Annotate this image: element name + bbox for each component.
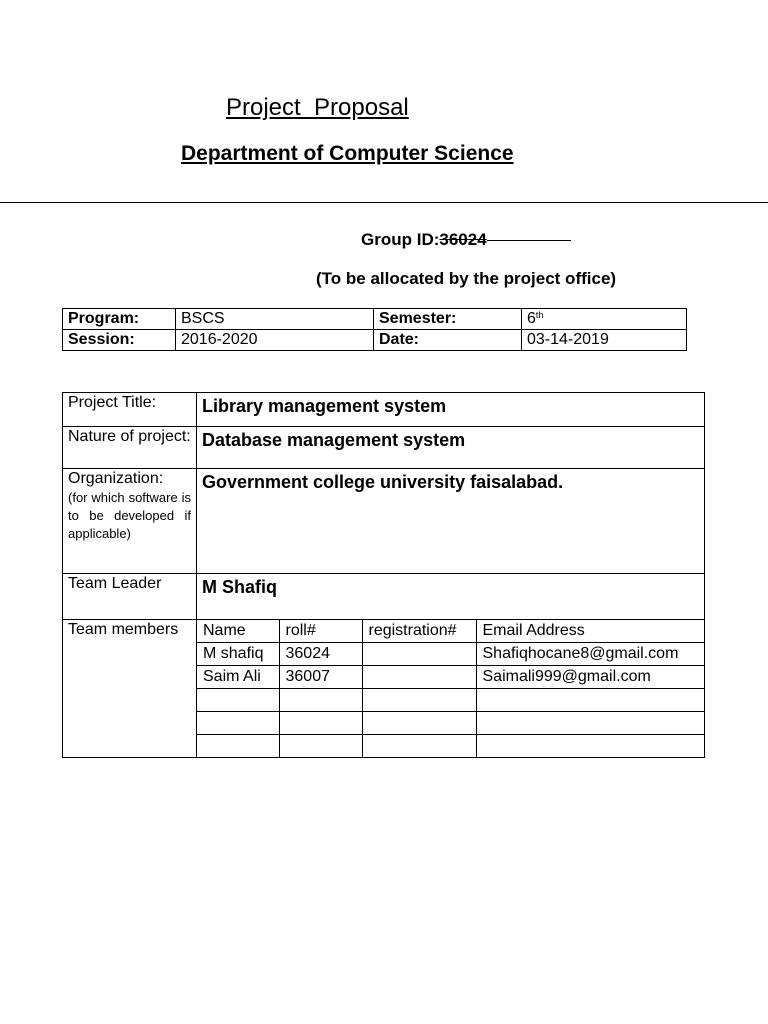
page-title: Project Proposal — [226, 94, 409, 121]
group-id-label: Group ID: — [361, 230, 440, 249]
semester-value: 6 — [527, 310, 536, 327]
program-value: BSCS — [176, 309, 374, 330]
member-roll — [279, 735, 362, 758]
table-row — [63, 427, 705, 469]
team-members-cell — [197, 620, 705, 758]
member-registration — [362, 735, 476, 758]
group-id-blank-line — [487, 240, 571, 241]
header-email: Email Address — [476, 620, 704, 643]
table-row — [197, 712, 704, 735]
member-name: Saim Ali — [197, 666, 279, 689]
date-value: 03-14-2019 — [522, 330, 687, 351]
group-id-value: 36024 — [439, 230, 487, 249]
horizontal-rule — [0, 202, 768, 203]
semester-suffix: th — [535, 310, 544, 320]
table-row — [63, 574, 705, 620]
member-name — [197, 689, 279, 712]
table-row — [197, 643, 704, 666]
member-registration — [362, 666, 476, 689]
organization-label-cell — [63, 469, 197, 574]
team-leader-label: Team Leader — [63, 574, 197, 620]
table-row — [63, 309, 687, 330]
program-label: Program: — [63, 309, 176, 330]
semester-cell — [522, 309, 687, 330]
program-info-table — [62, 308, 687, 351]
member-roll: 36007 — [279, 666, 362, 689]
session-label: Session: — [63, 330, 176, 351]
member-email: Shafiqhocane8@gmail.com — [476, 643, 704, 666]
organization-note: (for which software is to be developed if applicable) — [68, 490, 191, 541]
member-roll: 36024 — [279, 643, 362, 666]
project-title-label: Project Title: — [63, 393, 197, 427]
team-leader-value: M Shafiq — [197, 574, 705, 620]
member-email — [476, 712, 704, 735]
member-registration — [362, 712, 476, 735]
project-title-value: Library management system — [197, 393, 705, 427]
date-label: Date: — [374, 330, 522, 351]
member-registration — [362, 689, 476, 712]
team-members-table — [197, 620, 704, 757]
project-details-table — [62, 392, 705, 758]
allocation-note: (To be allocated by the project office) — [316, 269, 617, 288]
table-row — [197, 689, 704, 712]
header-roll: roll# — [279, 620, 362, 643]
group-id-line — [361, 229, 571, 251]
nature-label: Nature of project: — [63, 427, 197, 469]
member-email — [476, 735, 704, 758]
table-row — [63, 620, 705, 758]
nature-value: Database management system — [197, 427, 705, 469]
table-row — [63, 469, 705, 574]
member-roll — [279, 712, 362, 735]
session-value: 2016-2020 — [176, 330, 374, 351]
table-row — [63, 393, 705, 427]
table-row — [197, 666, 704, 689]
organization-value: Government college university faisalabad. — [197, 469, 705, 574]
table-header-row — [197, 620, 704, 643]
member-email: Saimali999@gmail.com — [476, 666, 704, 689]
table-row — [63, 330, 687, 351]
organization-label: Organization: — [68, 470, 164, 487]
semester-label: Semester: — [374, 309, 522, 330]
member-name — [197, 735, 279, 758]
team-members-label: Team members — [63, 620, 197, 758]
department-heading: Department of Computer Science — [181, 142, 514, 165]
member-roll — [279, 689, 362, 712]
member-email — [476, 689, 704, 712]
table-row — [197, 735, 704, 758]
member-name: M shafiq — [197, 643, 279, 666]
header-name: Name — [197, 620, 279, 643]
header-registration: registration# — [362, 620, 476, 643]
member-registration — [362, 643, 476, 666]
member-name — [197, 712, 279, 735]
